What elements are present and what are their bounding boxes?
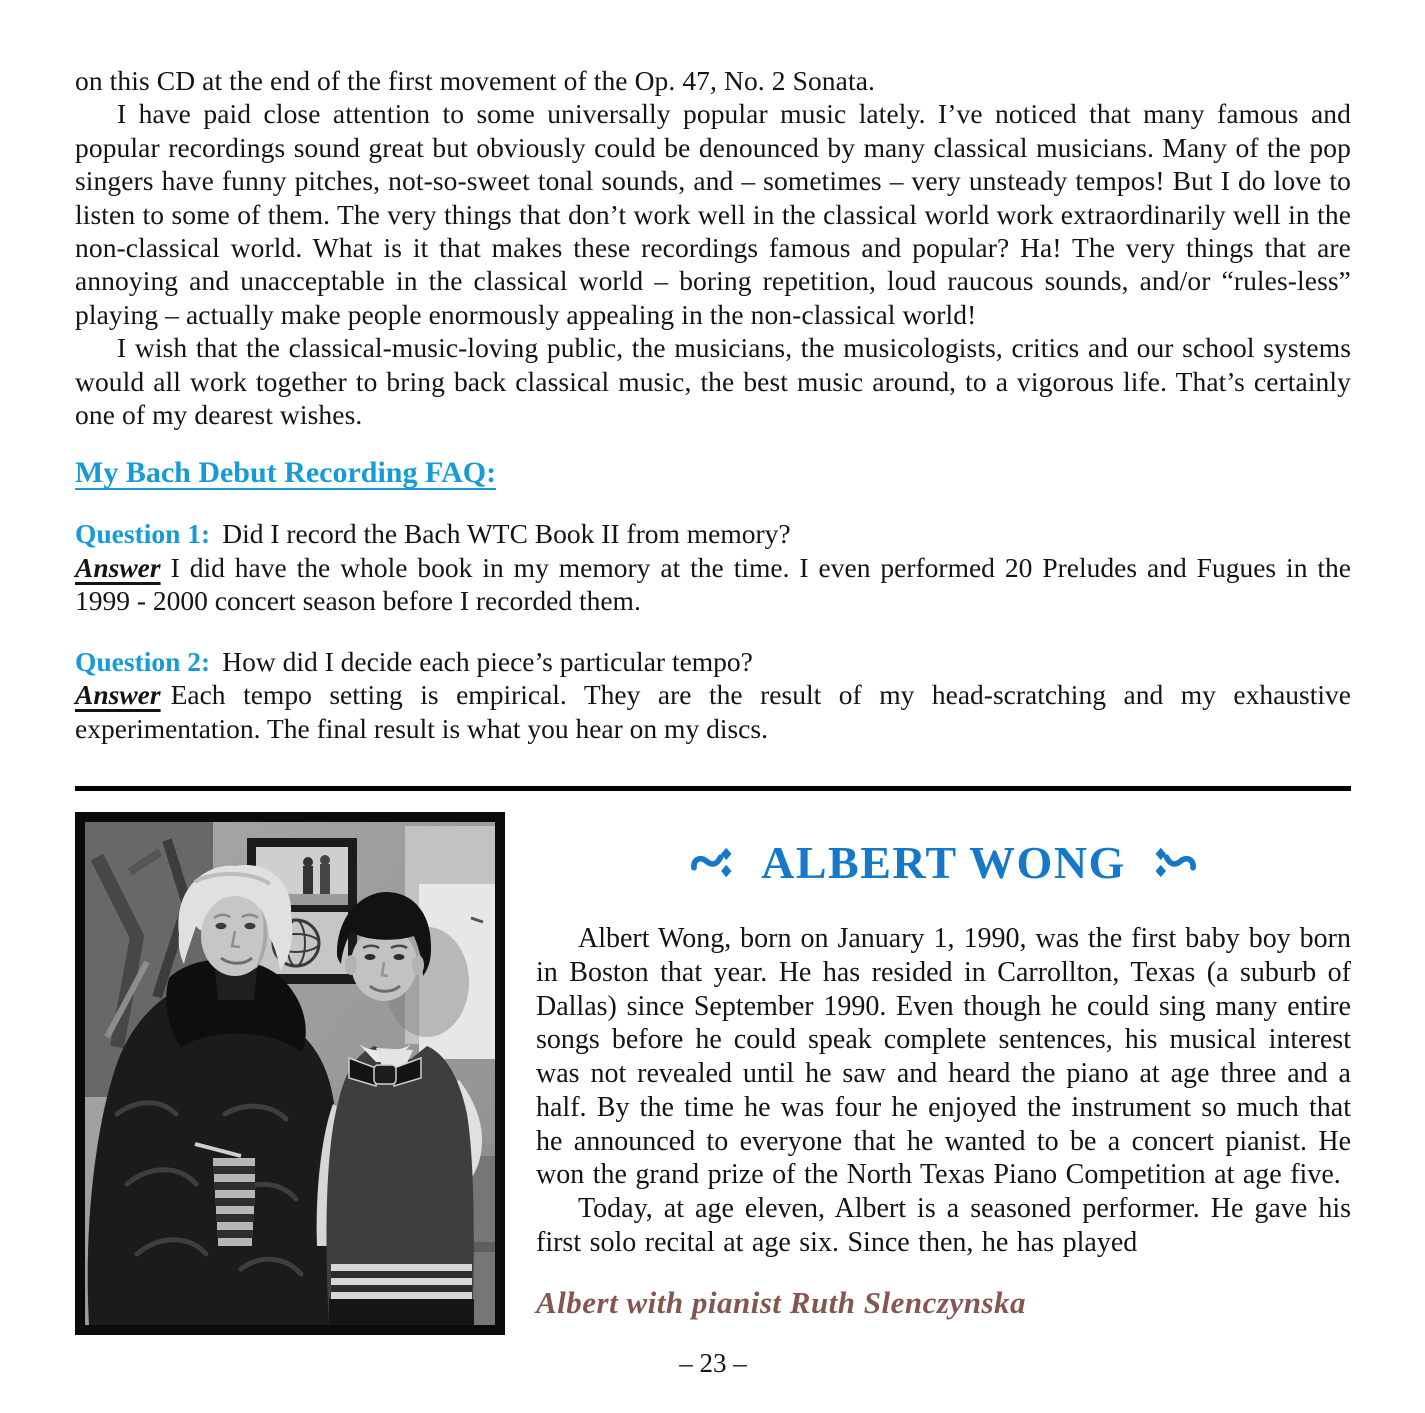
faq-heading [75,456,1351,490]
question-2-label: Question 2: [75,645,211,677]
section-divider-rule [75,786,1351,791]
profile-text [536,922,1351,1260]
intro-section [75,64,1351,431]
answer-2-label: Answer [75,679,161,711]
question-2-text: How did I decide each piece’s particular tempo? [222,645,753,677]
profile-paragraph-bio: Albert Wong, born on January 1, 1990, was the first baby boy born in Boston that year. He has resided in Carrollton, Texas (a suburb of Dallas) since September 1990. Even though he could sing many entire songs before he could speak complete sentences, his musical interest was not revealed until he saw and heard the piano at age three and a half. By the time he was four he enjoyed the instrument so much that he announced to everyone that he wanted to be a concert pianist. He won the grand prize of the North Texas Piano Competition at age five. [536,922,1351,1191]
profile-paragraph-today: Today, at age eleven, Albert is a seasoned performer. He gave his first solo recital at age six. Since then, he has played [536,1193,1351,1259]
question-1 [75,517,1351,550]
swash-ornament-right-icon [1154,843,1196,881]
profile-heading [536,836,1351,889]
question-1-text: Did I record the Bach WTC Book II from memory? [222,518,791,550]
faq-item-2 [75,645,1351,745]
swash-ornament-left-icon [691,843,733,881]
photo-illustration [75,812,505,1335]
faq-item-1 [75,517,1351,617]
answer-1 [75,551,1351,618]
intro-paragraph-continuation: on this CD at the end of the first movement of the Op. 47, No. 2 Sonata. [75,65,875,96]
faq-heading-text: My Bach Debut Recording FAQ: [75,456,497,490]
photo-caption: Albert with pianist Ruth Slenczynska [536,1284,1027,1320]
question-1-label: Question 1: [75,518,211,550]
page-number: – 23 – [679,1347,747,1378]
intro-paragraph-wish: I wish that the classical-music-loving public, the musicians, the musicologists, critics and our school systems would all work together to bring back classical music, the best music around, to a vigorous life. That’s certainly one of my dearest wishes. [75,332,1351,431]
answer-2 [75,678,1351,745]
question-2 [75,645,1351,678]
answer-2-text: Each tempo setting is empirical. They are the result of my head-scratching and my exhaustive experimentation. The final result is what you hear on my discs. [75,679,1351,744]
answer-1-text: I did have the whole book in my memory at the time. I even performed 20 Preludes and Fugues in the 1999 - 2000 concert season before I recorded them. [75,551,1351,617]
intro-paragraph-pop-music: I have paid close attention to some universally popular music lately. I’ve noticed that many famous and popular recordings sound great but obviously could be denounced by many classical musicians. Many of the pop singers have funny pitches, not-so-sweet tonal sounds, and – sometimes – very unsteady tempos! But I do love to listen to some of them. The very things that don’t work well in the classical world work extraordinarily well in the non-classical world. What is it that makes these recordings famous and popular? Ha! The very things that are annoying and unacceptable in the classical world – boring repetition, loud raucous sounds, and/or “rules-less” playing – actually make people enormously appealing in the non-classical world! [75,98,1351,330]
photo-albert-with-ruth [75,812,505,1335]
profile-heading-text: ALBERT WONG [761,836,1126,888]
answer-1-label: Answer [75,551,161,583]
albert-wong-section [75,812,1351,1335]
profile-column [536,812,1351,1321]
